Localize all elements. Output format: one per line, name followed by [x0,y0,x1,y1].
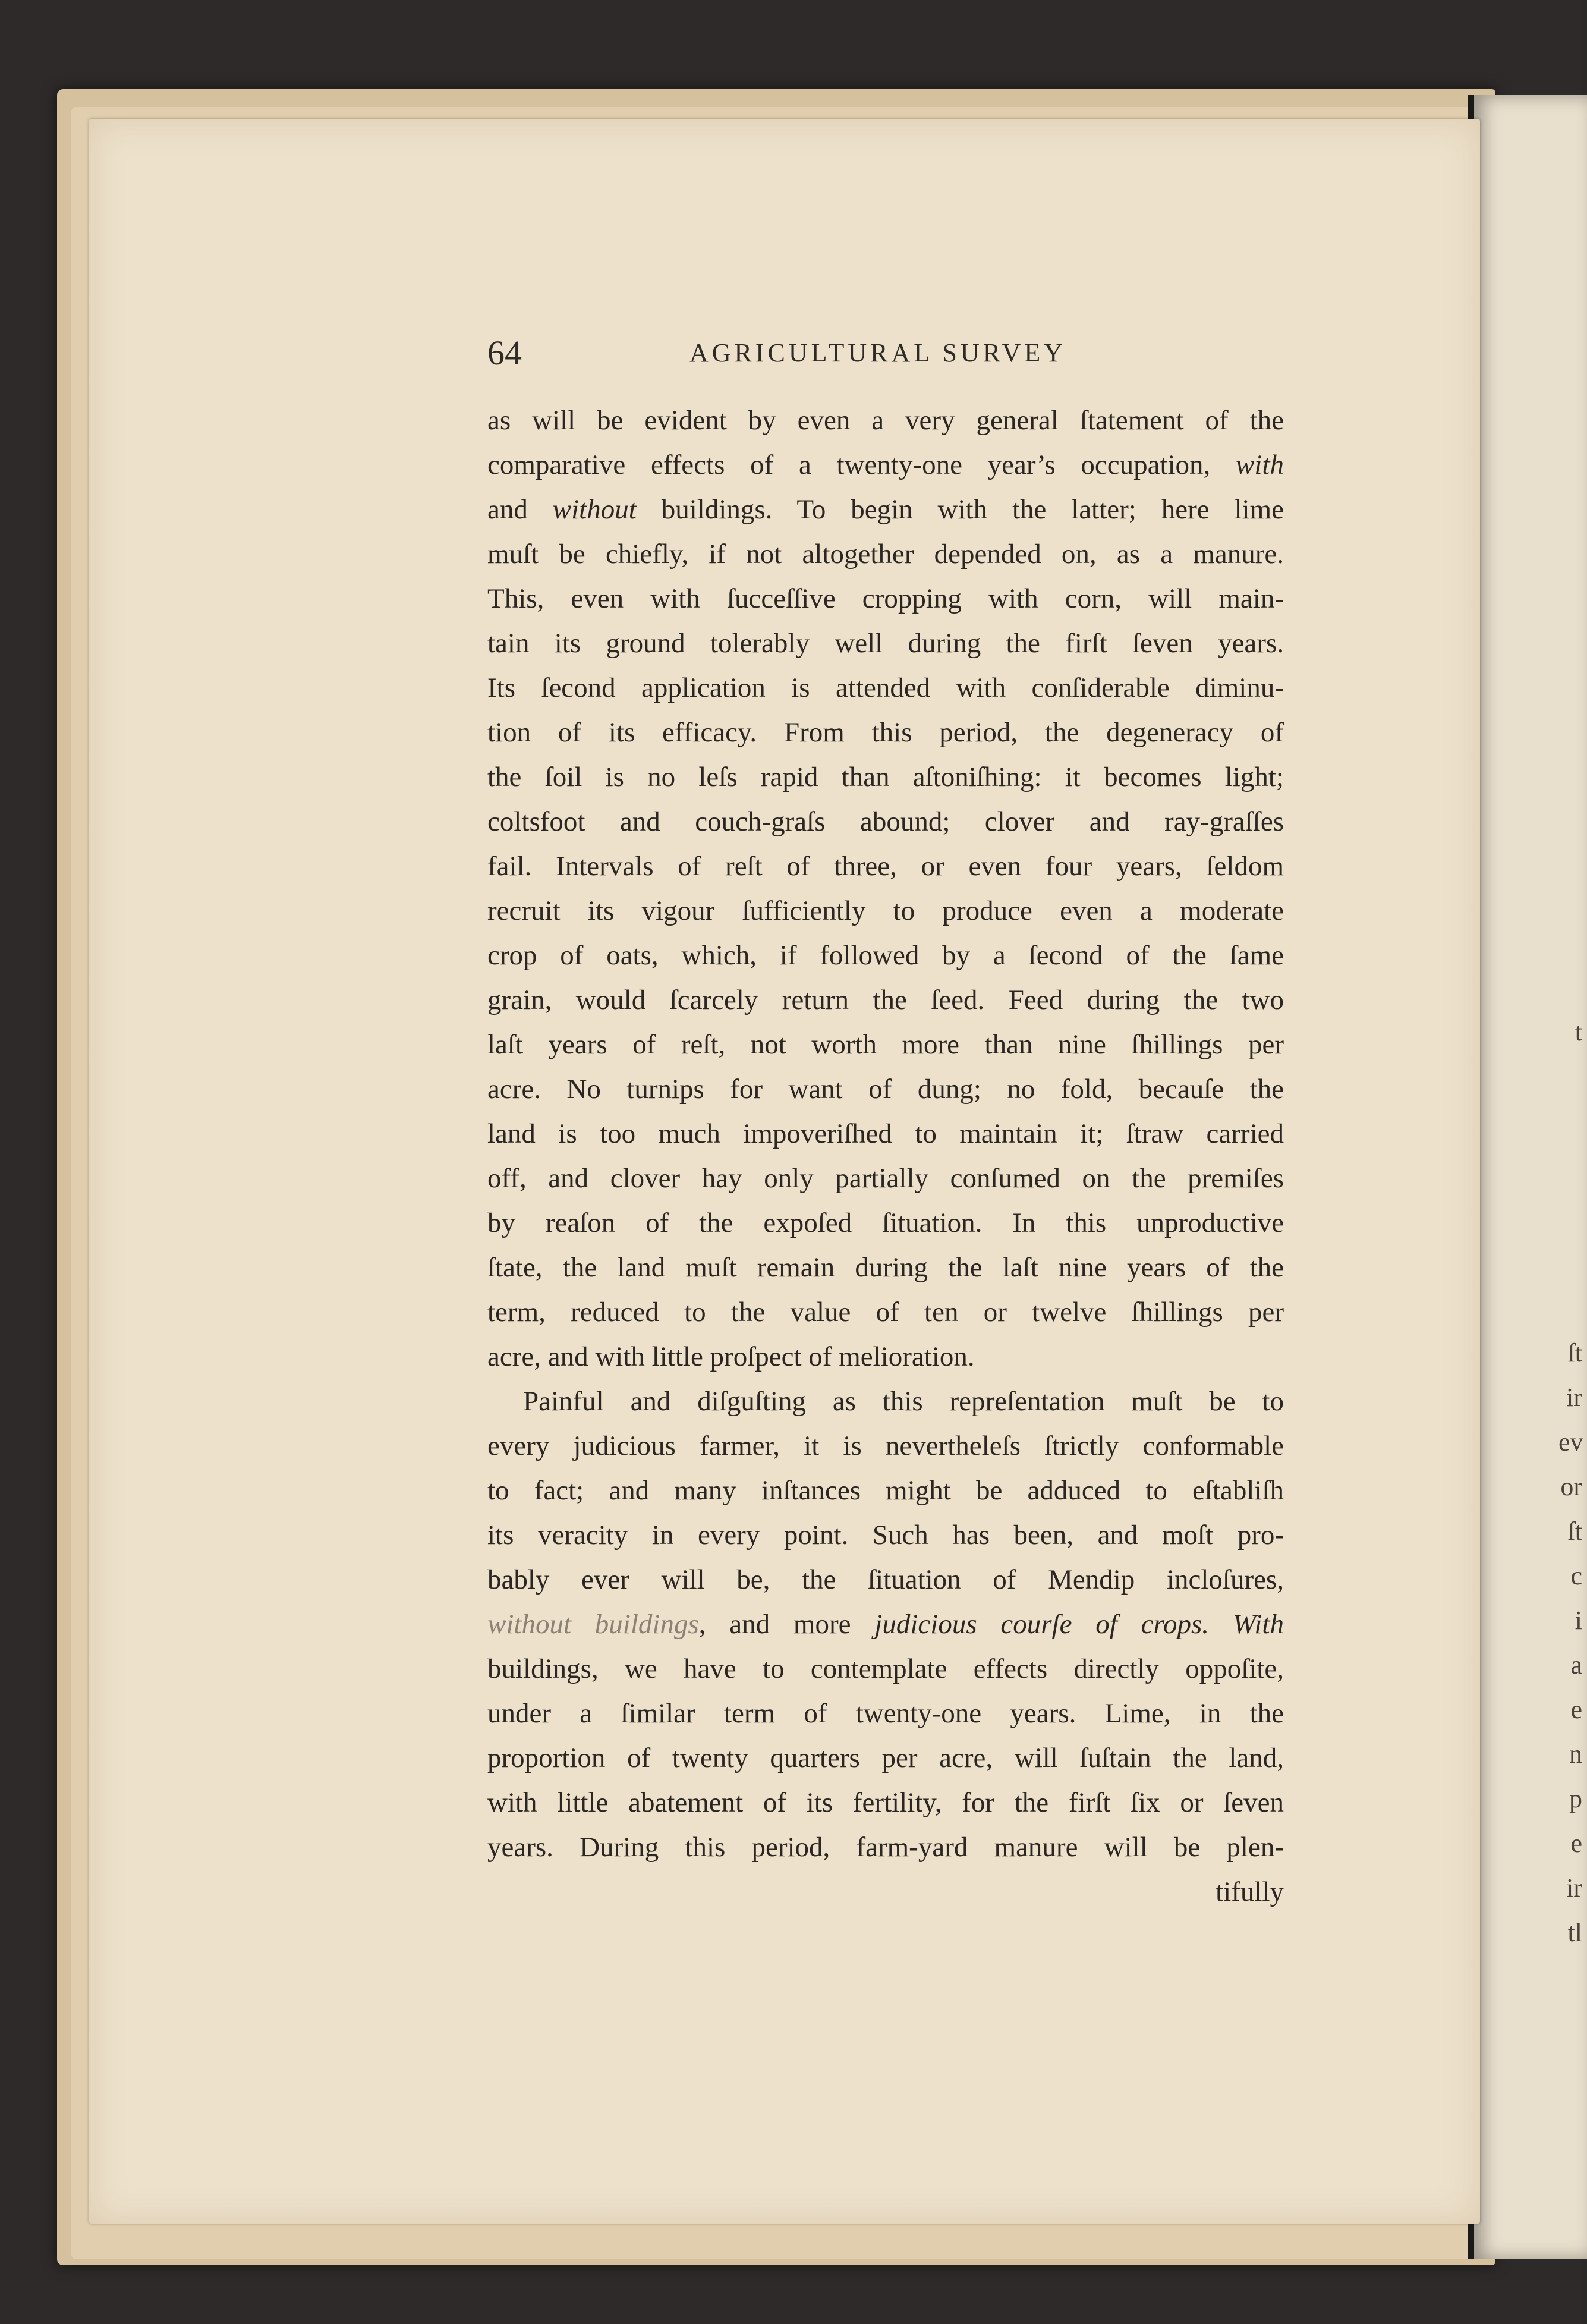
text-line: by reaſon of the expoſed ſituation. In this unproductive [487,1207,1284,1238]
italic-span: With [1232,1609,1284,1640]
text-span: buildings. To begin with the latter; here lime [661,494,1284,525]
text-line: ſtate, the land muſt remain during the laſt nine years of the [487,1252,1284,1283]
text-line [487,443,1284,488]
text-line: muſt be chiefly, if not altogether depended on, as a manure. [487,539,1284,570]
text-line: laſt years of reſt, not worth more than nine ſhillings per [487,1029,1284,1060]
facing-page-fragment: ſt [1567,1338,1582,1367]
text-span: , and more [698,1609,851,1640]
italic-span: judicious courſe of crops. [874,1609,1210,1640]
facing-page-fragment: tl [1567,1918,1582,1947]
text-line: acre. No turnips for want of dung; no fold, becauſe the [487,1074,1284,1105]
facing-page-fragment: ir [1566,1383,1582,1412]
text-line: to fact; and many inſtances might be adduced to eſtabliſh [487,1475,1284,1506]
text-line: acre, and with little proſpect of melioration. [487,1341,975,1372]
text-line: as will be evident by even a very general ſtatement of the [487,405,1284,436]
catchword: tifully [1216,1876,1284,1907]
facing-page-fragment: ſt [1567,1517,1582,1546]
italic-span: without [552,494,637,525]
page-number: 64 [487,334,522,372]
facing-page-fragment: p [1569,1784,1582,1813]
text-line: years. During this period, farm-yard manure will be plen- [487,1832,1284,1863]
text-line: its veracity in every point. Such has been, and moſt pro- [487,1520,1284,1551]
facing-page-fragment: ev [1558,1427,1583,1457]
text-line: recruit its vigour ſufficiently to produce even a moderate [487,895,1284,926]
text-line: with little abatement of its fertility, for the firſt ſix or ſeven [487,1787,1284,1818]
italic-span: with [1236,449,1284,480]
text-span: and [487,494,528,525]
text-line [487,1602,1284,1647]
text-line: land is too much impoveriſhed to maintain it; ſtraw carried [487,1118,1284,1149]
text-line: off, and clover hay only partially conſumed on the premiſes [487,1163,1284,1194]
text-line: under a ſimilar term of twenty-one years. Lime, in the [487,1698,1284,1729]
body-text [487,398,1284,1914]
text-line: tain its ground tolerably well during the firſt ſeven years. [487,628,1284,659]
facing-page-fragment: a [1570,1650,1582,1680]
facing-page-fragment: e [1570,1829,1582,1858]
running-head [487,333,1284,380]
text-line: buildings, we have to contemplate effects directly oppoſite, [487,1653,1284,1684]
text-line: proportion of twenty quarters per acre, will ſuſtain the land, [487,1743,1284,1773]
text-line: bably ever will be, the ſituation of Mendip incloſures, [487,1564,1284,1595]
text-line: crop of oats, which, if followed by a ſecond of the ſame [487,940,1284,971]
facing-page-fragment: i [1575,1606,1582,1635]
text-line: coltsfoot and couch-graſs abound; clover and ray-graſſes [487,806,1284,837]
italic-span: without buildings [487,1609,699,1640]
facing-page-edge [1468,95,1587,2259]
facing-page-fragment: e [1570,1695,1582,1724]
text-line: term, reduced to the value of ten or twelve ſhillings per [487,1297,1284,1328]
text-line: every judicious farmer, it is neverthelеſs ſtrictly conformable [487,1430,1284,1461]
facing-page-fragment: n [1569,1740,1582,1769]
text-line: the ſoil is no leſs rapid than aſtoniſhing: it becomes light; [487,762,1284,793]
text-line [487,488,1284,532]
text-line: tion of its efficacy. From this period, the degeneracy of [487,717,1284,748]
text-line: fail. Intervals of reſt of three, or even four years, ſeldom [487,851,1284,882]
text-line: This, even with ſucceſſive cropping with corn, will main- [487,583,1284,614]
text-line: grain, would ſcarcely return the ſeed. Feed during the two [487,985,1284,1015]
text-line: Painful and diſguſting as this repreſentation muſt be to [523,1386,1284,1417]
facing-page-fragment: t [1575,1017,1582,1046]
text-line: Its ſecond application is attended with conſiderable diminu- [487,672,1284,703]
facing-page-fragment: or [1560,1472,1582,1501]
text-span: comparative effects of a twenty-one year’s occupation, [487,449,1211,480]
facing-page-fragment: ir [1566,1873,1582,1902]
running-head-title: AGRICULTURAL SURVEY [689,338,1067,367]
facing-page-fragment: c [1570,1561,1582,1590]
